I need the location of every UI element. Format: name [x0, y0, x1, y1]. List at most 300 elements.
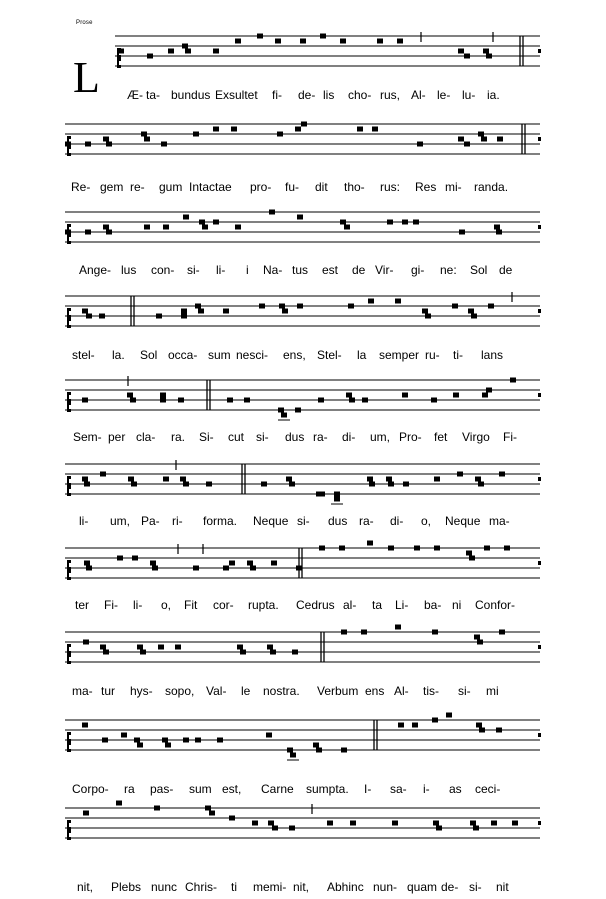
lyric-line	[0, 514, 606, 530]
lyric-syllable: pro-	[250, 180, 272, 194]
neume-note	[237, 645, 243, 650]
neume-note	[160, 398, 166, 403]
neume-note	[121, 733, 127, 738]
neume-note	[334, 497, 340, 502]
neume-note	[340, 39, 346, 44]
neume-note	[341, 748, 347, 753]
lyric-syllable: sa-	[390, 782, 407, 796]
neume-note	[402, 220, 408, 225]
neume-note	[397, 39, 403, 44]
lyric-syllable: ti	[231, 880, 237, 894]
neume-note	[398, 723, 404, 728]
lyric-syllable: as	[449, 782, 462, 796]
neume-note	[118, 49, 124, 54]
staff-system	[0, 620, 606, 660]
neume-note	[235, 225, 241, 230]
neume-note	[82, 309, 88, 314]
lyric-syllable: si-	[458, 684, 471, 698]
staff	[0, 536, 606, 600]
neume-note	[446, 713, 452, 718]
lyric-syllable: nit,	[293, 880, 310, 894]
neume-note	[268, 821, 274, 826]
lyric-syllable: si-	[469, 880, 482, 894]
neume-note	[403, 482, 409, 487]
neume-note	[476, 723, 482, 728]
lyric-syllable: si-	[297, 514, 310, 528]
neume-note	[433, 821, 439, 826]
lyric-line	[0, 348, 606, 364]
lyric-syllable: o,	[421, 514, 432, 528]
neume-note	[478, 482, 484, 487]
neume-note	[458, 49, 464, 54]
neume-note	[165, 743, 171, 748]
custos	[538, 561, 541, 565]
neume-note	[271, 561, 277, 566]
neume-note	[377, 39, 383, 44]
neume-note	[162, 738, 168, 743]
neume-note	[497, 137, 503, 142]
neume-note	[100, 472, 106, 477]
neume-note	[181, 309, 187, 314]
lyric-syllable: Pro-	[399, 430, 422, 444]
lyric-syllable: ter	[75, 598, 90, 612]
staff-system	[0, 452, 606, 492]
neume-note	[272, 826, 278, 831]
neume-note	[452, 304, 458, 309]
neume-note	[504, 546, 510, 551]
lyric-syllable: cla-	[136, 430, 156, 444]
lyric-syllable: ra-	[359, 514, 374, 528]
neume-note	[140, 650, 146, 655]
lyric-syllable: Fi-	[503, 430, 517, 444]
lyric-syllable: memi-	[253, 880, 287, 894]
neume-note	[213, 127, 219, 132]
neume-note	[368, 299, 374, 304]
lyric-syllable: si-	[256, 430, 269, 444]
neume-note	[257, 34, 263, 39]
neume-note	[117, 556, 123, 561]
lyric-syllable: sum	[208, 348, 231, 362]
lyric-syllable: fu-	[285, 180, 300, 194]
lyric-syllable: di-	[390, 514, 404, 528]
neume-note	[127, 393, 133, 398]
neume-note	[434, 546, 440, 551]
neume-note	[334, 492, 340, 497]
neume-note	[65, 230, 71, 235]
neume-note	[316, 748, 322, 753]
lyric-syllable: la.	[112, 348, 125, 362]
neume-note	[217, 738, 223, 743]
neume-note	[464, 54, 470, 59]
lyric-syllable: Fi-	[104, 598, 118, 612]
lyric-syllable: i-	[423, 782, 430, 796]
lyric-syllable: rus:	[380, 180, 401, 194]
lyric-syllable: tus	[292, 263, 309, 277]
lyric-syllable: Stel-	[317, 348, 342, 362]
neume-note	[459, 230, 465, 235]
lyric-syllable: ceci-	[475, 782, 501, 796]
lyric-syllable: Exsultet	[215, 88, 258, 102]
neume-note	[320, 34, 326, 39]
neume-note	[474, 635, 480, 640]
neume-note	[182, 44, 188, 49]
lyric-syllable: o,	[161, 598, 172, 612]
lyric-syllable: Pa-	[141, 514, 160, 528]
neume-note	[180, 477, 186, 482]
neume-note	[223, 309, 229, 314]
lyric-syllable: con-	[151, 263, 175, 277]
neume-note	[369, 482, 375, 487]
custos	[538, 137, 541, 141]
neume-note	[137, 645, 143, 650]
lyric-syllable: nesci-	[236, 348, 269, 362]
neume-note	[259, 304, 265, 309]
lyric-syllable: i	[246, 263, 249, 277]
neume-note	[86, 314, 92, 319]
neume-note	[227, 398, 233, 403]
lyric-syllable: Sol	[470, 263, 488, 277]
neume-note	[183, 482, 189, 487]
neume-note	[160, 393, 166, 398]
neume-note	[392, 821, 398, 826]
lyric-syllable: Corpo-	[72, 782, 109, 796]
lyric-syllable: hys-	[130, 684, 153, 698]
lyric-syllable: tho-	[344, 180, 365, 194]
neume-note	[486, 388, 492, 393]
neume-note	[144, 225, 150, 230]
neume-note	[344, 225, 350, 230]
lyric-syllable: dit	[315, 180, 328, 194]
neume-note	[269, 210, 275, 215]
staff	[0, 112, 606, 176]
neume-note	[183, 738, 189, 743]
lyric-syllable: le-	[437, 88, 451, 102]
neume-note	[417, 142, 423, 147]
lyric-syllable: tur	[101, 684, 116, 698]
neume-note	[195, 304, 201, 309]
lyric-syllable: de	[352, 263, 366, 277]
neume-note	[425, 314, 431, 319]
lyric-line	[0, 88, 606, 104]
neume-note	[422, 309, 428, 314]
lyric-syllable: Al-	[394, 684, 409, 698]
staff-system	[0, 200, 606, 240]
neume-note	[183, 215, 189, 220]
neume-note	[286, 477, 292, 482]
custos	[538, 309, 541, 313]
neume-note	[150, 561, 156, 566]
lyric-syllable: nun-	[373, 880, 398, 894]
lyric-syllable: Æ-	[127, 88, 143, 102]
neume-note	[85, 142, 91, 147]
neume-note	[132, 556, 138, 561]
lyric-line	[0, 684, 606, 700]
neume-note	[130, 398, 136, 403]
neume-note	[478, 132, 484, 137]
neume-note	[193, 566, 199, 571]
lyric-syllable: pas-	[150, 782, 174, 796]
staff-system	[0, 24, 606, 64]
lyric-syllable: tis-	[423, 684, 439, 698]
neume-note	[327, 821, 333, 826]
neume-note	[106, 230, 112, 235]
staff	[0, 620, 606, 684]
neume-note	[163, 225, 169, 230]
neume-note	[206, 482, 212, 487]
neume-note	[83, 811, 89, 816]
neume-note	[278, 408, 284, 413]
neume-note	[296, 566, 302, 571]
lyric-syllable: cut	[228, 430, 245, 444]
staff	[0, 796, 606, 860]
lyric-syllable: Al-	[411, 88, 426, 102]
neume-note	[481, 137, 487, 142]
neume-note	[134, 738, 140, 743]
neume-note	[175, 645, 181, 650]
neume-note	[475, 477, 481, 482]
neume-note	[161, 142, 167, 147]
neume-note	[292, 650, 298, 655]
initial-letter: L	[73, 53, 100, 102]
lyric-syllable: Na-	[263, 263, 283, 277]
neume-note	[466, 551, 472, 556]
neume-note	[82, 398, 88, 403]
neume-note	[431, 398, 437, 403]
neume-note	[282, 309, 288, 314]
lyric-syllable: le	[241, 684, 251, 698]
lyric-syllable: ru-	[425, 348, 440, 362]
neume-note	[473, 826, 479, 831]
custos	[538, 477, 541, 481]
neume-note	[453, 393, 459, 398]
neume-note	[386, 477, 392, 482]
custos	[538, 393, 541, 397]
c-clef	[67, 644, 71, 664]
lyric-syllable: fi-	[272, 88, 282, 102]
neume-note	[223, 566, 229, 571]
lyric-syllable: nunc	[151, 880, 178, 894]
neume-note	[287, 748, 293, 753]
neume-note	[469, 556, 475, 561]
lyric-syllable: I-	[364, 782, 372, 796]
custos	[538, 733, 541, 737]
lyric-syllable: cor-	[213, 598, 234, 612]
lyric-syllable: Neque	[445, 514, 481, 528]
neume-note	[106, 142, 112, 147]
lyric-syllable: Fit	[184, 598, 198, 612]
lyric-syllable: occa-	[168, 348, 198, 362]
neume-note	[99, 314, 105, 319]
neume-note	[275, 39, 281, 44]
neume-note	[279, 304, 285, 309]
neume-note	[372, 127, 378, 132]
neume-note	[103, 225, 109, 230]
c-clef	[67, 560, 71, 580]
lyric-syllable: rupta.	[248, 598, 279, 612]
staff	[0, 368, 606, 432]
lyric-syllable: ma-	[72, 684, 93, 698]
lyric-syllable: Sem-	[73, 430, 102, 444]
neume-note	[402, 393, 408, 398]
lyric-syllable: Abhinc	[327, 880, 364, 894]
neume-note	[297, 304, 303, 309]
lyric-line	[0, 263, 606, 279]
lyric-syllable: ra-	[313, 430, 328, 444]
neume-note	[457, 472, 463, 477]
lyric-syllable: Carne	[261, 782, 294, 796]
lyric-syllable: est,	[222, 782, 242, 796]
lyric-syllable: rus,	[380, 88, 401, 102]
lyric-syllable: per	[108, 430, 126, 444]
neume-note	[367, 541, 373, 546]
neume-note	[432, 630, 438, 635]
lyric-syllable: nit,	[77, 880, 94, 894]
lyric-syllable: fet	[434, 430, 448, 444]
lyric-syllable: ra.	[171, 430, 186, 444]
neume-note	[178, 398, 184, 403]
neume-note	[432, 718, 438, 723]
neume-note	[289, 826, 295, 831]
lyric-syllable: Si-	[199, 430, 214, 444]
lyric-syllable: ni	[452, 598, 462, 612]
lyric-syllable: ne:	[440, 263, 457, 277]
neume-note	[147, 54, 153, 59]
neume-note	[499, 472, 505, 477]
lyric-syllable: ra	[124, 782, 135, 796]
neume-note	[436, 826, 442, 831]
lyric-syllable: ti-	[453, 348, 463, 362]
neume-note	[313, 743, 319, 748]
neume-note	[199, 220, 205, 225]
lyric-syllable: randa.	[474, 180, 509, 194]
staff-system	[0, 796, 606, 836]
staff-system	[0, 284, 606, 324]
neume-note	[154, 806, 160, 811]
staff-system	[0, 536, 606, 576]
neume-note	[244, 398, 250, 403]
neume-note	[65, 142, 71, 147]
lyric-syllable: stel-	[72, 348, 95, 362]
lyric-syllable: si-	[187, 263, 200, 277]
lyric-syllable: mi-	[445, 180, 462, 194]
lyric-syllable: ta-	[146, 88, 161, 102]
neume-note	[213, 220, 219, 225]
neume-note	[84, 561, 90, 566]
neume-note	[468, 309, 474, 314]
neume-note	[340, 220, 346, 225]
neume-note	[496, 728, 502, 733]
neume-note	[319, 492, 325, 497]
neume-note	[270, 650, 276, 655]
lyric-syllable: sopo,	[165, 684, 195, 698]
lyric-syllable: sum	[189, 782, 212, 796]
neume-note	[100, 645, 106, 650]
neume-note	[484, 546, 490, 551]
lyric-syllable: re-	[130, 180, 145, 194]
neume-note	[414, 546, 420, 551]
neume-note	[297, 215, 303, 220]
neume-note	[499, 630, 505, 635]
neume-note	[202, 225, 208, 230]
neume-note	[252, 821, 258, 826]
lyric-syllable: de	[499, 263, 513, 277]
lyric-syllable: ma-	[489, 514, 510, 528]
custos	[538, 49, 541, 53]
lyric-syllable: ba-	[424, 598, 442, 612]
staff	[0, 452, 606, 516]
neume-note	[300, 39, 306, 44]
neume-note	[388, 482, 394, 487]
lyric-syllable: Intactae	[189, 180, 232, 194]
neume-note	[247, 561, 253, 566]
neume-note	[349, 398, 355, 403]
neume-note	[339, 546, 345, 551]
neume-note	[128, 477, 134, 482]
lyric-syllable: dus	[328, 514, 348, 528]
custos	[538, 821, 541, 825]
neume-note	[318, 398, 324, 403]
neume-note	[483, 49, 489, 54]
lyric-line	[0, 430, 606, 446]
page-header-label: Prose	[76, 20, 93, 26]
neume-note	[116, 801, 122, 806]
c-clef	[67, 392, 71, 412]
neume-note	[163, 477, 169, 482]
lyric-line	[0, 598, 606, 614]
lyric-syllable: semper	[379, 348, 420, 362]
neume-note	[494, 225, 500, 230]
neume-note	[412, 723, 418, 728]
lyric-syllable: Re-	[71, 180, 91, 194]
neume-note	[185, 49, 191, 54]
neume-note	[281, 413, 287, 418]
lyric-syllable: ens,	[283, 348, 306, 362]
lyric-syllable: cho-	[348, 88, 372, 102]
lyric-syllable: lans	[481, 348, 504, 362]
lyric-syllable: sumpta.	[306, 782, 349, 796]
c-clef	[67, 732, 71, 752]
neume-note	[346, 393, 352, 398]
neume-note	[84, 482, 90, 487]
neume-note	[348, 304, 354, 309]
lyric-syllable: gem	[100, 180, 124, 194]
neume-note	[350, 821, 356, 826]
neume-note	[290, 753, 296, 758]
neume-note	[482, 393, 488, 398]
neume-note	[240, 650, 246, 655]
lyric-syllable: gi-	[411, 263, 425, 277]
neume-note	[86, 566, 92, 571]
staff	[0, 200, 606, 264]
lyric-syllable: est	[322, 263, 339, 277]
lyric-syllable: li-	[133, 598, 143, 612]
lyric-syllable: nostra.	[263, 684, 300, 698]
neume-note	[156, 314, 162, 319]
neume-note	[267, 645, 273, 650]
neume-note	[295, 127, 301, 132]
neume-note	[82, 477, 88, 482]
lyric-syllable: nit	[496, 880, 509, 894]
neume-note	[491, 821, 497, 826]
neume-note	[131, 482, 137, 487]
neume-note	[464, 142, 470, 147]
lyric-syllable: Verbum	[317, 684, 359, 698]
neume-note	[195, 738, 201, 743]
lyric-syllable: li-	[216, 263, 226, 277]
lyric-syllable: lis	[323, 88, 335, 102]
lyric-syllable: Neque	[253, 514, 289, 528]
staff	[0, 284, 606, 348]
